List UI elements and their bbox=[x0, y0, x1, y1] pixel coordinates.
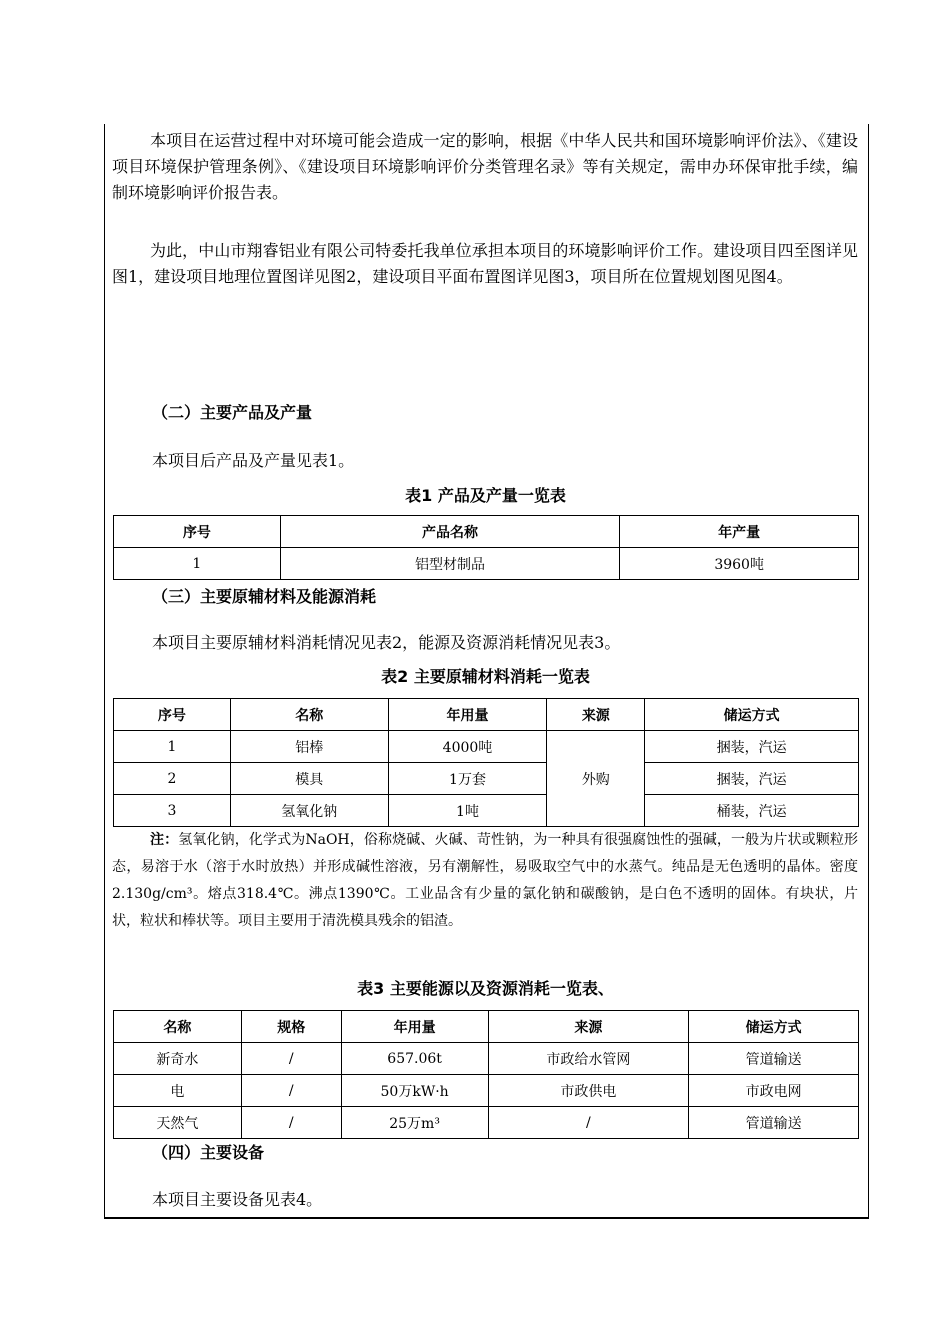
table2-header: 年用量 bbox=[388, 699, 547, 731]
table3-caption: 表3 主要能源以及资源消耗一览表、 bbox=[357, 979, 614, 998]
table3-header: 年用量 bbox=[341, 1011, 488, 1043]
section4-text: 本项目主要设备见表4。 bbox=[152, 1190, 323, 1209]
table2-cell: 1 bbox=[114, 731, 231, 763]
table2-caption: 表2 主要原辅材料消耗一览表 bbox=[381, 667, 590, 686]
table3 bbox=[113, 1010, 859, 1139]
section2-text: 本项目后产品及产量见表1。 bbox=[152, 451, 355, 470]
table2-header: 名称 bbox=[230, 699, 388, 731]
table3-cell: / bbox=[241, 1107, 341, 1139]
table2-source-cell: 外购 bbox=[547, 731, 645, 827]
table1 bbox=[113, 515, 859, 580]
table3-header: 名称 bbox=[114, 1011, 242, 1043]
table-row bbox=[114, 1043, 859, 1075]
table3-cell: / bbox=[241, 1043, 341, 1075]
table-row bbox=[114, 731, 859, 763]
table2-cell: 4000吨 bbox=[388, 731, 547, 763]
table-row bbox=[114, 548, 859, 580]
table3-cell: 市政供电 bbox=[488, 1075, 689, 1107]
table2 bbox=[113, 698, 859, 827]
table3-cell: 市政给水管网 bbox=[488, 1043, 689, 1075]
table2-cell: 铝棒 bbox=[230, 731, 388, 763]
table3-cell: 50万kW·h bbox=[341, 1075, 488, 1107]
table2-cell: 桶装，汽运 bbox=[645, 795, 859, 827]
table1-header-row bbox=[114, 516, 859, 548]
table2-header: 储运方式 bbox=[645, 699, 859, 731]
table2-header: 序号 bbox=[114, 699, 231, 731]
table1-header: 序号 bbox=[114, 516, 281, 548]
section4-heading: （四）主要设备 bbox=[152, 1143, 265, 1162]
table3-cell: 25万m³ bbox=[341, 1107, 488, 1139]
section2-heading: （二）主要产品及产量 bbox=[152, 403, 313, 422]
table1-header: 年产量 bbox=[620, 516, 859, 548]
table2-cell: 捆装，汽运 bbox=[645, 731, 859, 763]
section3-heading: （三）主要原辅材料及能源消耗 bbox=[152, 587, 377, 606]
table3-header-row bbox=[114, 1011, 859, 1043]
table2-header: 来源 bbox=[547, 699, 645, 731]
table1-header: 产品名称 bbox=[280, 516, 620, 548]
table2-cell: 氢氧化钠 bbox=[230, 795, 388, 827]
table2-cell: 捆装，汽运 bbox=[645, 763, 859, 795]
note-text: 氢氧化钠，化学式为NaOH，俗称烧碱、火碱、苛性钠，为一种具有很强腐蚀性的强碱，一般为片状或颗粒形态，易溶于水（溶于水时放热）并形成碱性溶液，另有潮解性，易吸取空气中的水蒸气。纯品是无色透明的晶体。密度2.130g/cm³。熔点318.4℃。沸点1390℃。工业品含有少量的氯化钠和碳酸钠，是白色不透明的固体。有块状，片状，粒状和棒状等。项目主要用于清洗模具残余的铝渣。 bbox=[112, 832, 859, 929]
table1-cell: 3960吨 bbox=[620, 548, 859, 580]
table1-caption: 表1 产品及产量一览表 bbox=[405, 486, 566, 505]
table3-header: 储运方式 bbox=[689, 1011, 859, 1043]
table3-cell: 新奇水 bbox=[114, 1043, 242, 1075]
table-row bbox=[114, 1075, 859, 1107]
table2-cell: 1万套 bbox=[388, 763, 547, 795]
table2-note bbox=[112, 827, 858, 935]
table3-cell: 天然气 bbox=[114, 1107, 242, 1139]
section3-text: 本项目主要原辅材料消耗情况见表2，能源及资源消耗情况见表3。 bbox=[152, 633, 621, 652]
table2-cell: 2 bbox=[114, 763, 231, 795]
table-row bbox=[114, 763, 859, 795]
table2-cell: 1吨 bbox=[388, 795, 547, 827]
intro-paragraph-1: 本项目在运营过程中对环境可能会造成一定的影响，根据《中华人民共和国环境影响评价法》、《建设项目环境保护管理条例》、《建设项目环境影响评价分类管理名录》等有关规定，需申办环保审批手续，编制环境影响评价报告表。 bbox=[112, 131, 858, 202]
table-row bbox=[114, 795, 859, 827]
table3-header: 来源 bbox=[488, 1011, 689, 1043]
table-row bbox=[114, 1107, 859, 1139]
note-label: 注： bbox=[150, 832, 179, 848]
table3-cell: 电 bbox=[114, 1075, 242, 1107]
table2-cell: 模具 bbox=[230, 763, 388, 795]
intro-paragraph-2: 为此，中山市翔睿铝业有限公司特委托我单位承担本项目的环境影响评价工作。建设项目四至图详见图1，建设项目地理位置图详见图2，建设项目平面布置图详见图3，项目所在位置规划图见图4。 bbox=[112, 241, 858, 286]
table3-cell: 管道输送 bbox=[689, 1107, 859, 1139]
table3-cell: 管道输送 bbox=[689, 1043, 859, 1075]
table3-cell: 657.06t bbox=[341, 1043, 488, 1075]
table2-cell: 3 bbox=[114, 795, 231, 827]
table3-cell: 市政电网 bbox=[689, 1075, 859, 1107]
table2-header-row bbox=[114, 699, 859, 731]
table3-cell: / bbox=[241, 1075, 341, 1107]
table1-cell: 铝型材制品 bbox=[280, 548, 620, 580]
table3-header: 规格 bbox=[241, 1011, 341, 1043]
table1-cell: 1 bbox=[114, 548, 281, 580]
table3-cell: / bbox=[488, 1107, 689, 1139]
